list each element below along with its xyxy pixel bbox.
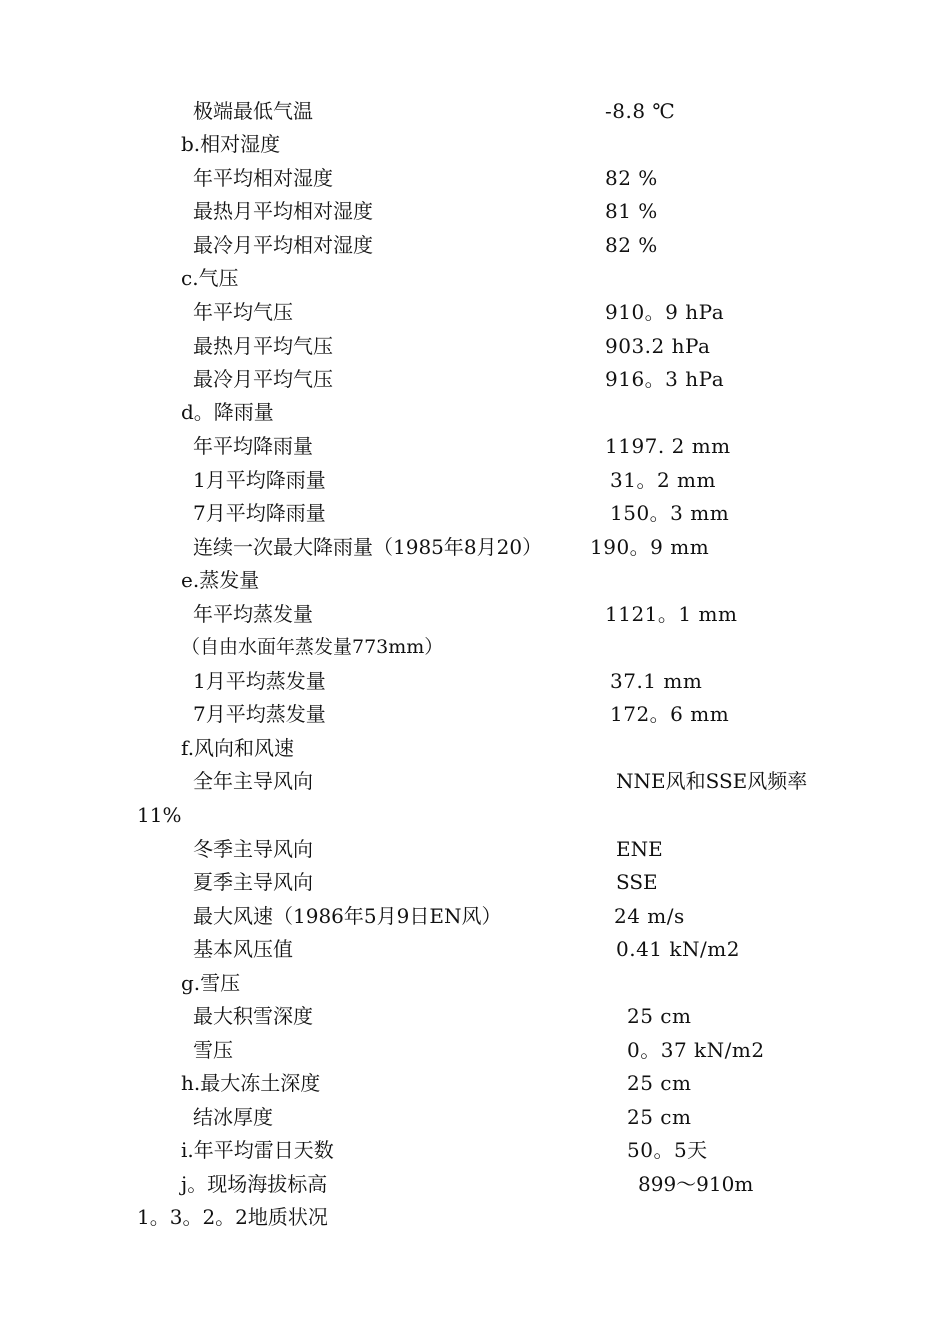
value-ice-thickness: 25 cm bbox=[627, 1105, 692, 1129]
value-annual-humidity: 82 % bbox=[605, 166, 658, 190]
value-hottest-month-humidity: 81 % bbox=[605, 199, 658, 223]
section-j-elevation: j。现场海拔标高 bbox=[181, 1172, 328, 1196]
value-snow-pressure: 0。37 kN/m2 bbox=[627, 1038, 765, 1062]
label-ice-thickness: 结冰厚度 bbox=[193, 1105, 273, 1129]
value-jul-rainfall: 150。3 mm bbox=[610, 501, 730, 525]
value-summer-wind-direction: SSE bbox=[616, 870, 658, 894]
value-annual-pressure: 910。9 hPa bbox=[605, 300, 725, 324]
value-coldest-month-humidity: 82 % bbox=[605, 233, 658, 257]
value-jan-evaporation: 37.1 mm bbox=[610, 669, 703, 693]
label-annual-humidity: 年平均相对湿度 bbox=[193, 166, 333, 190]
label-summer-wind-direction: 夏季主导风向 bbox=[193, 870, 313, 894]
value-wind-frequency-wrap: 11% bbox=[137, 803, 182, 827]
section-e-evaporation: e.蒸发量 bbox=[181, 568, 260, 592]
value-annual-rainfall: 1197. 2 mm bbox=[605, 434, 731, 458]
value-thunder-days: 50。5天 bbox=[627, 1138, 708, 1162]
value-max-snow-depth: 25 cm bbox=[627, 1004, 692, 1028]
value-extreme-min-temp: -8.8 ℃ bbox=[605, 99, 676, 123]
label-extreme-min-temp: 极端最低气温 bbox=[193, 99, 313, 123]
label-max-snow-depth: 最大积雪深度 bbox=[193, 1004, 313, 1028]
note-free-water-evaporation: （自由水面年蒸发量773mm） bbox=[181, 636, 444, 658]
value-winter-wind-direction: ENE bbox=[616, 837, 663, 861]
value-max-single-rainfall: 190。9 mm bbox=[590, 535, 710, 559]
label-coldest-month-pressure: 最冷月平均气压 bbox=[193, 367, 333, 391]
value-annual-wind-direction: NNE风和SSE风频率 bbox=[616, 769, 808, 793]
label-hottest-month-pressure: 最热月平均气压 bbox=[193, 334, 333, 358]
label-coldest-month-humidity: 最冷月平均相对湿度 bbox=[193, 233, 373, 257]
label-snow-pressure: 雪压 bbox=[193, 1038, 233, 1062]
label-jan-evaporation: 1月平均蒸发量 bbox=[193, 669, 326, 693]
label-basic-wind-pressure: 基本风压值 bbox=[193, 937, 293, 961]
section-c-pressure: c.气压 bbox=[181, 266, 239, 290]
value-jul-evaporation: 172。6 mm bbox=[610, 702, 730, 726]
label-jul-rainfall: 7月平均降雨量 bbox=[193, 501, 326, 525]
label-max-single-rainfall: 连续一次最大降雨量（1985年8月20） bbox=[193, 535, 543, 559]
label-winter-wind-direction: 冬季主导风向 bbox=[193, 837, 313, 861]
section-b-humidity: b.相对湿度 bbox=[181, 132, 281, 156]
label-max-wind-speed: 最大风速（1986年5月9日EN风） bbox=[193, 904, 502, 928]
label-jan-rainfall: 1月平均降雨量 bbox=[193, 468, 326, 492]
value-elevation: 899～910m bbox=[638, 1172, 754, 1196]
value-basic-wind-pressure: 0.41 kN/m2 bbox=[616, 937, 740, 961]
label-annual-wind-direction: 全年主导风向 bbox=[193, 769, 313, 793]
section-g-snow: g.雪压 bbox=[181, 971, 241, 995]
label-annual-rainfall: 年平均降雨量 bbox=[193, 434, 313, 458]
label-annual-evaporation: 年平均蒸发量 bbox=[193, 602, 313, 626]
section-h-frost-depth: h.最大冻土深度 bbox=[181, 1071, 321, 1095]
value-max-wind-speed: 24 m/s bbox=[614, 904, 685, 928]
value-jan-rainfall: 31。2 mm bbox=[610, 468, 716, 492]
value-frost-depth: 25 cm bbox=[627, 1071, 692, 1095]
section-i-thunder-days: i.年平均雷日天数 bbox=[181, 1138, 334, 1162]
value-annual-evaporation: 1121。1 mm bbox=[605, 602, 738, 626]
section-f-wind: f.风向和风速 bbox=[181, 736, 295, 760]
label-hottest-month-humidity: 最热月平均相对湿度 bbox=[193, 199, 373, 223]
heading-geology: 1。3。2。2地质状况 bbox=[137, 1205, 328, 1229]
value-hottest-month-pressure: 903.2 hPa bbox=[605, 334, 711, 358]
section-d-rainfall: d。降雨量 bbox=[181, 400, 274, 424]
label-annual-pressure: 年平均气压 bbox=[193, 300, 293, 324]
label-jul-evaporation: 7月平均蒸发量 bbox=[193, 702, 326, 726]
value-coldest-month-pressure: 916。3 hPa bbox=[605, 367, 725, 391]
